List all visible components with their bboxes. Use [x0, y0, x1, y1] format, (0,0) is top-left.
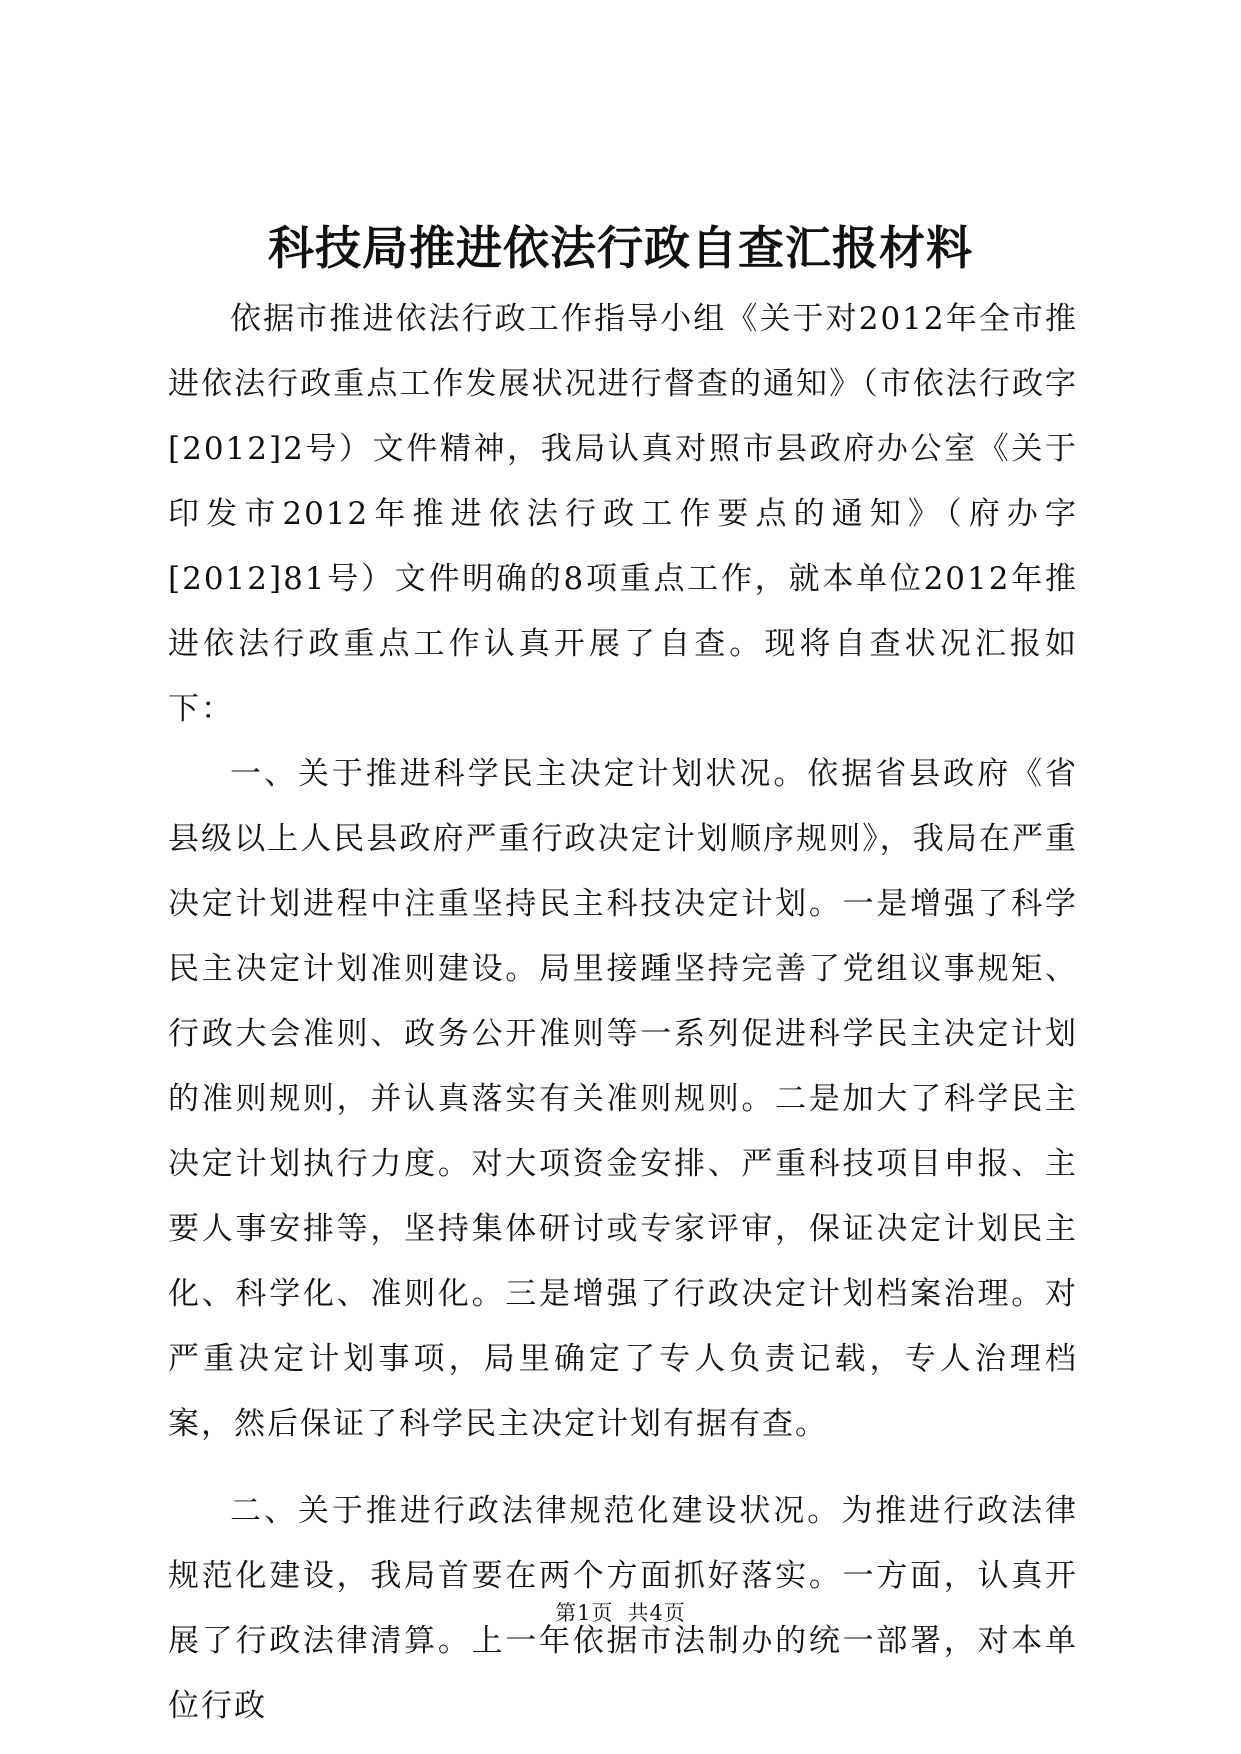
page-number: 第1页 — [555, 1601, 614, 1625]
paragraph-intro: 依据市推进依法行政工作指导小组《关于对2012年全市推进依法行政重点工作发展状况进行督查的通知》（市依法行政字[2012]2号）文件精神，我局认真对照市县政府办公室《关于印发市2012年推进依法行政工作要点的通知》（府办字[2012]81号）文件明确的8项重点工作，就本单位2012年推进依法行政重点工作认真开展了自查。现将自查状况汇报如下： — [168, 301, 1078, 727]
paragraph-section-2: 二、关于推进行政法律规范化建设状况。为推进行政法律规范化建设，我局首要在两个方面抓好落实。一方面，认真开展了行政法律清算。上一年依据市法制办的统一部署，对本单位行政 — [168, 1493, 1078, 1724]
document-body — [168, 287, 1078, 1739]
paragraph-section-1: 一、关于推进科学民主决定计划状况。依据省县政府《省县级以上人民县政府严重行政决定计划顺序规则》，我局在严重决定计划进程中注重坚持民主科技决定计划。一是增强了科学民主决定计划准则建设。局里接踵坚持完善了党组议事规矩、行政大会准则、政务公开准则等一系列促进科学民主决定计划的准则规则，并认真落实有关准则规则。二是加大了科学民主决定计划执行力度。对大项资金安排、严重科技项目申报、主要人事安排等，坚持集体研讨或专家评审，保证决定计划民主化、科学化、准则化。三是增强了行政决定计划档案治理。对严重决定计划事项，局里确定了专人负责记载，专人治理档案，然后保证了科学民主决定计划有据有查。 — [168, 756, 1078, 1442]
page-footer — [0, 1599, 1241, 1627]
document-title: 科技局推进依法行政自查汇报材料 — [268, 221, 973, 275]
page-total: 共4页 — [627, 1601, 686, 1625]
